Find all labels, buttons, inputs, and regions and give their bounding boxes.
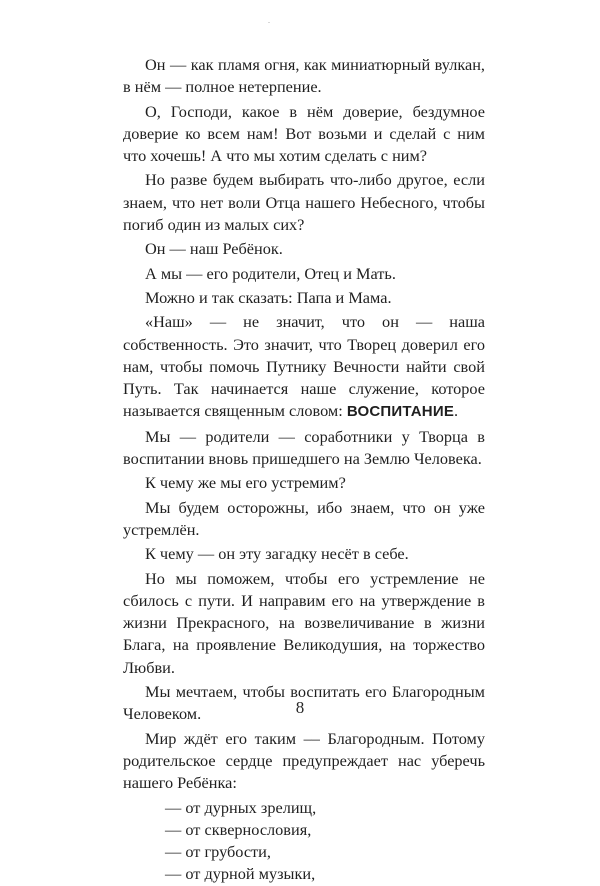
paragraph: Можно и так сказать: Папа и Мама. [145, 287, 392, 307]
paragraph-text: «Наш» — не значит, что он — наша собственность. Это значит, что Творец доверил его нам, чтобы помочь Путнику Вечности найти свой Путь. Так начинается наше служение, которое называется священным словом: [123, 312, 485, 421]
paragraph: Мы — родители — соработники у Творца в воспитании вновь пришедшего на Землю Человека. [123, 426, 485, 469]
page-number: 8 [295, 698, 305, 717]
page-text [123, 54, 485, 886]
paragraph-with-emphasis: «Наш» — не значит, что он — наша собственность. Это значит, что Творец доверил его нам, чтобы помочь Путнику Вечности найти свой Путь. Так начинается наше служение, которое называется священным словом: ВОСПИТАНИЕ. [123, 312, 485, 421]
scan-mark [268, 22, 270, 23]
list-item: — от дурной музыки, [165, 864, 316, 884]
paragraph: К чему же мы его устремим? [145, 473, 346, 493]
paragraph: Но мы поможем, чтобы его устремление не сбилось с пути. И направим его на утверждение в жизни Прекрасного, на возвеличивание в жизни Блага, на проявление Великодушия, на торжество Любви. [123, 568, 485, 677]
paragraph: Но разве будем выбирать что-либо другое, если знаем, что нет воли Отца нашего Небесного, чтобы погиб один из малых сих? [123, 170, 485, 235]
list-item: — от дурных зрелищ, [165, 797, 317, 817]
list-item: — от грубости, [165, 842, 271, 862]
paragraph: Мир ждёт его таким –– Благородным. Потому родительское сердце предупреждает нас уберечь нашего Ребёнка: [123, 728, 485, 793]
paragraph: О, Господи, какое в нём доверие, бездумное доверие ко всем нам! Вот возьми и сделай с ним что хочешь! А что мы хотим сделать с ним? [123, 101, 485, 166]
paragraph: Мы будем осторожны, ибо знаем, что он уже устремлён. [123, 497, 485, 539]
emphasis-word: ВОСПИТАНИЕ [346, 403, 455, 421]
paragraph: Он — как пламя огня, как миниатюрный вулкан, в нём — полное нетерпение. [123, 55, 485, 97]
paragraph: Он — наш Ребёнок. [145, 239, 283, 259]
list-item: — от сквернословия, [165, 819, 312, 839]
paragraph: К чему — он эту загадку несёт в себе. [145, 544, 409, 564]
paragraph: Мы мечтаем, чтобы воспитать его Благородным Человеком. [123, 682, 485, 724]
paragraph: А мы — его родители, Отец и Мать. [145, 263, 396, 283]
